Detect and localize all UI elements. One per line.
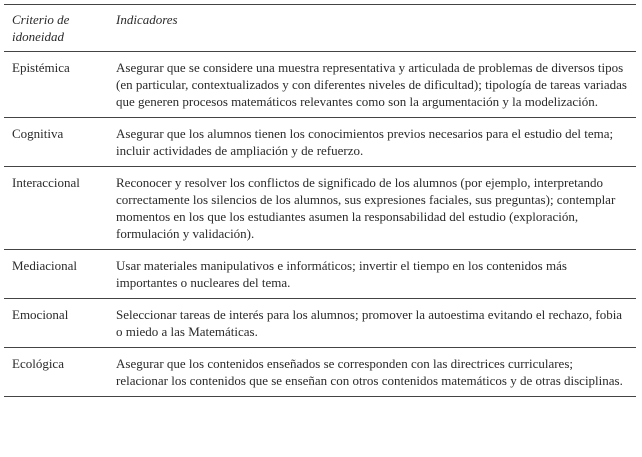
row-criterion: Mediacional	[4, 250, 116, 299]
table-row	[4, 348, 636, 397]
table-row	[4, 167, 636, 250]
row-criterion: Interaccional	[4, 167, 116, 250]
row-indicators: Asegurar que se considere una muestra representativa y articulada de problemas de diversos tipos (en particular, contextualizados y con diferentes niveles de dificultad); tipología de tareas variadas que generen procesos matemáticos relevantes como son la argumentación y la modelización.	[116, 52, 636, 118]
table-row	[4, 52, 636, 118]
row-criterion: Epistémica	[4, 52, 116, 118]
row-indicators: Reconocer y resolver los conflictos de significado de los alumnos (por ejemplo, interpretando correctamente los silencios de los alumnos, sus expresiones faciales, sus preguntas); contemplar momentos en los que los estudiantes asumen la responsabilidad del estudio (exploración, formulación y validación).	[116, 167, 636, 250]
table-header	[4, 5, 636, 52]
row-indicators: Seleccionar tareas de interés para los alumnos; promover la autoestima evitando el rechazo, fobia o miedo a las Matemáticas.	[116, 299, 636, 348]
row-indicators: Usar materiales manipulativos e informáticos; invertir el tiempo en los contenidos más importantes o nucleares del tema.	[116, 250, 636, 299]
row-criterion: Ecológica	[4, 348, 116, 397]
header-indicators: Indicadores	[116, 5, 636, 52]
row-criterion: Cognitiva	[4, 118, 116, 167]
table-body	[4, 52, 636, 397]
table-row	[4, 118, 636, 167]
table-row	[4, 250, 636, 299]
header-criterion: Criterio de idoneidad	[4, 5, 116, 52]
header-row	[4, 5, 636, 52]
row-indicators: Asegurar que los alumnos tienen los conocimientos previos necesarios para el estudio del tema; incluir actividades de ampliación y de refuerzo.	[116, 118, 636, 167]
suitability-criteria-table	[4, 4, 636, 397]
table-row	[4, 299, 636, 348]
row-indicators: Asegurar que los contenidos enseñados se corresponden con las directrices curriculares; relacionar los contenidos que se enseñan con otros contenidos matemáticos y de otras disciplinas.	[116, 348, 636, 397]
row-criterion: Emocional	[4, 299, 116, 348]
